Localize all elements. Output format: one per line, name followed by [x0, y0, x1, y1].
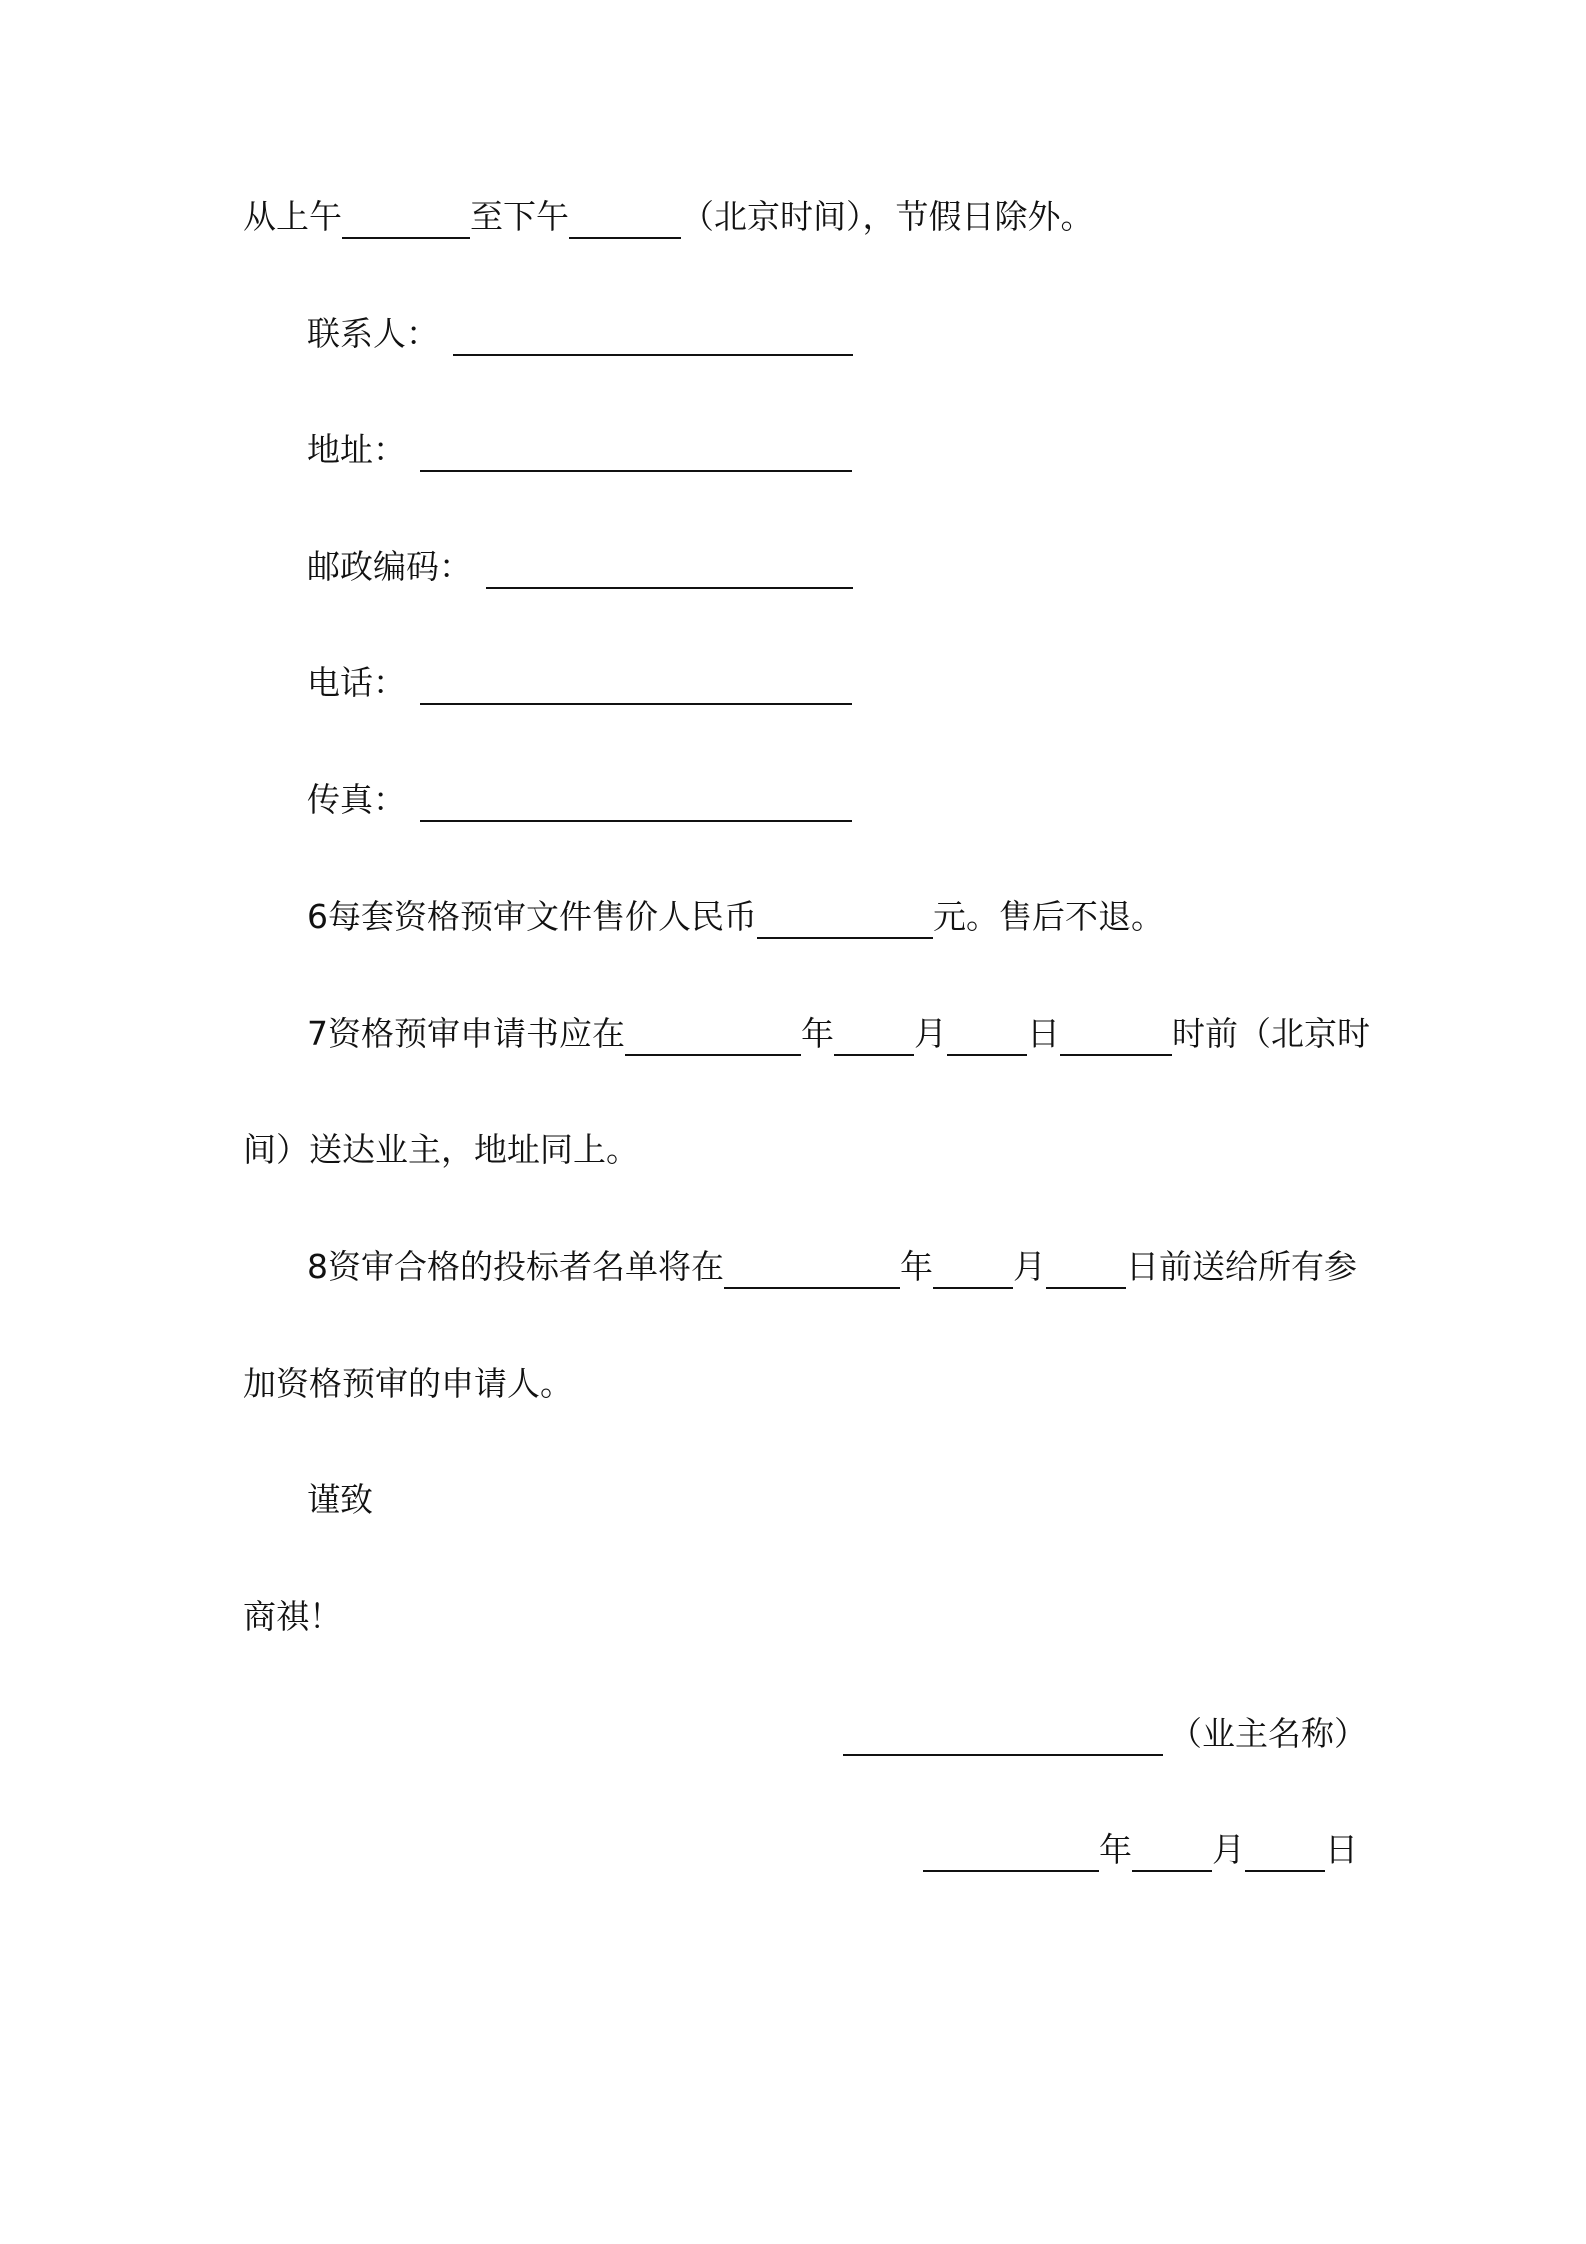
- item7-month-blank[interactable]: [834, 1018, 914, 1056]
- item7-continuation: 间）送达业主，地址同上。: [243, 1130, 639, 1169]
- item7-year-label: 年: [801, 1014, 834, 1053]
- item7-suffix: 时前（北京时: [1172, 1014, 1370, 1053]
- item7-year-blank[interactable]: [625, 1018, 801, 1056]
- address-label: 地址：: [307, 430, 406, 469]
- item8-day-suffix: 日前送给所有参: [1126, 1247, 1357, 1286]
- phone-label: 电话：: [307, 663, 406, 702]
- closing-respect: 谨致: [307, 1480, 373, 1519]
- item7-line: [307, 1012, 1370, 1056]
- item8-continuation: 加资格预审的申请人。: [243, 1364, 573, 1403]
- signature-day-label: 日: [1325, 1830, 1358, 1869]
- address-blank[interactable]: [420, 434, 852, 472]
- price-blank[interactable]: [757, 901, 933, 939]
- postcode-line: [307, 545, 853, 589]
- item6-line: [307, 895, 1164, 939]
- signature-month-label: 月: [1212, 1830, 1245, 1869]
- from-morning-label: 从上午: [243, 197, 342, 236]
- fax-line: [307, 778, 852, 822]
- office-hours-line: [243, 195, 1094, 239]
- morning-time-blank[interactable]: [342, 201, 470, 239]
- owner-name-blank[interactable]: [843, 1718, 1163, 1756]
- contact-person-line: [307, 312, 853, 356]
- contact-person-label: 联系人：: [307, 314, 439, 353]
- signature-year-blank[interactable]: [923, 1834, 1099, 1872]
- item7-day-label: 日: [1027, 1014, 1060, 1053]
- item6-suffix: 元。售后不退。: [933, 897, 1164, 936]
- signature-year-label: 年: [1099, 1830, 1132, 1869]
- phone-blank[interactable]: [420, 667, 852, 705]
- fax-blank[interactable]: [420, 784, 852, 822]
- item7-month-label: 月: [914, 1014, 947, 1053]
- closing-respect-line: [307, 1478, 373, 1522]
- contact-person-blank[interactable]: [453, 318, 853, 356]
- owner-name-label: （业主名称）: [1169, 1714, 1367, 1753]
- closing-regards: 商祺！: [243, 1597, 342, 1636]
- address-line: [307, 428, 852, 472]
- item7-continuation-line: [243, 1128, 639, 1172]
- item6-text: 6每套资格预审文件售价人民币: [307, 897, 757, 936]
- signature-day-blank[interactable]: [1245, 1834, 1325, 1872]
- postcode-label: 邮政编码：: [307, 547, 472, 586]
- postcode-blank[interactable]: [486, 551, 853, 589]
- phone-line: [307, 661, 852, 705]
- item8-year-label: 年: [900, 1247, 933, 1286]
- item7-day-blank[interactable]: [947, 1018, 1027, 1056]
- owner-name-line: [843, 1712, 1367, 1756]
- item8-year-blank[interactable]: [724, 1251, 900, 1289]
- item8-continuation-line: [243, 1362, 573, 1406]
- item8-day-blank[interactable]: [1046, 1251, 1126, 1289]
- item7-hour-blank[interactable]: [1060, 1018, 1172, 1056]
- signature-date-line: [923, 1828, 1358, 1872]
- timezone-note: （北京时间），节假日除外。: [681, 197, 1094, 236]
- to-afternoon-label: 至下午: [470, 197, 569, 236]
- item8-line: [307, 1245, 1357, 1289]
- item8-text: 8资审合格的投标者名单将在: [307, 1247, 724, 1286]
- closing-regards-line: [243, 1595, 342, 1639]
- item8-month-blank[interactable]: [933, 1251, 1013, 1289]
- signature-month-blank[interactable]: [1132, 1834, 1212, 1872]
- item7-text: 7资格预审申请书应在: [307, 1014, 625, 1053]
- fax-label: 传真：: [307, 780, 406, 819]
- afternoon-time-blank[interactable]: [569, 201, 681, 239]
- item8-month-label: 月: [1013, 1247, 1046, 1286]
